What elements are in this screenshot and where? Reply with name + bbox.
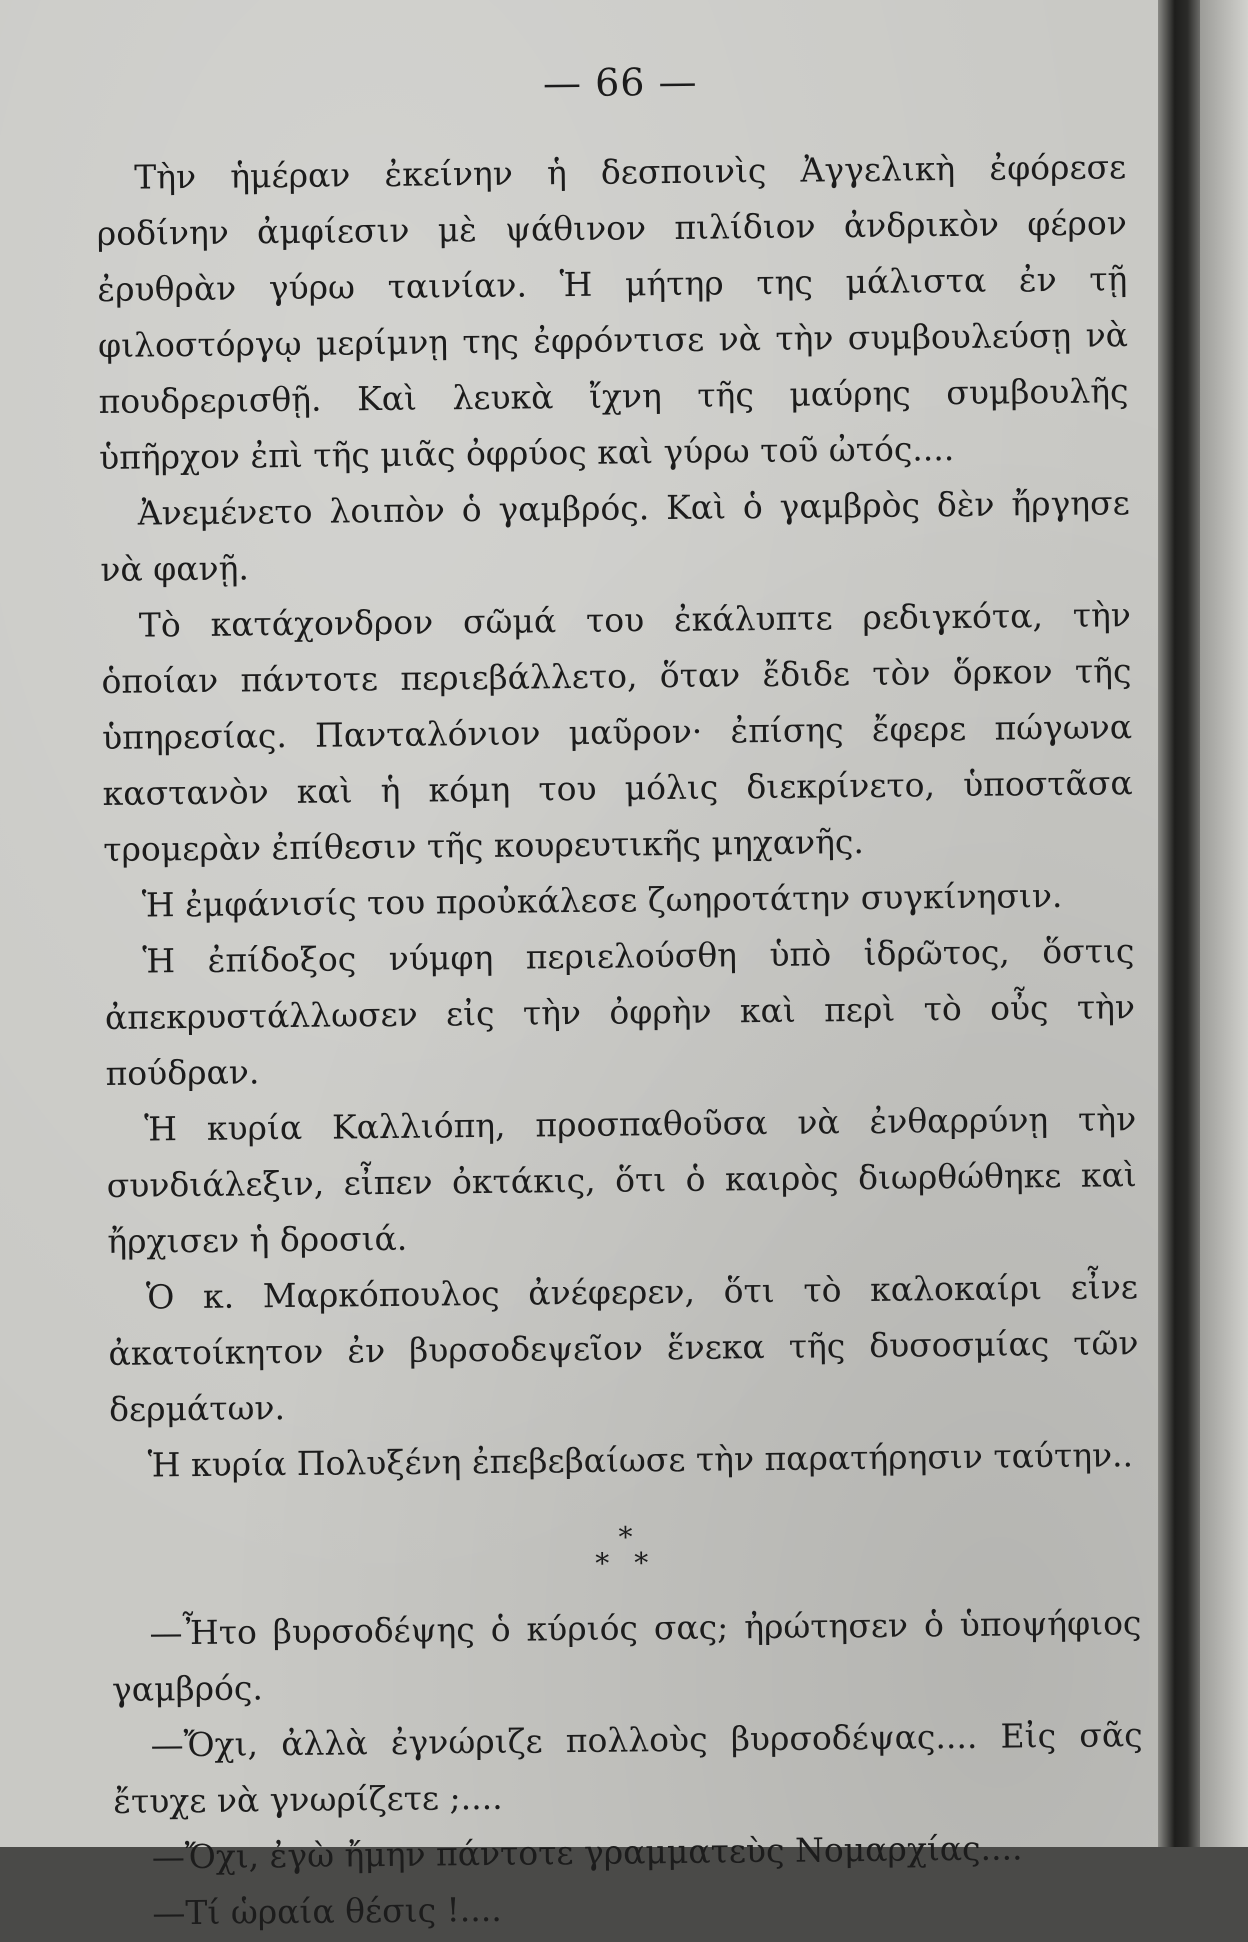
facing-page-edge bbox=[1200, 0, 1248, 1847]
paragraph: Τὴν ἡμέραν ἐκείνην ἡ δεσποινὶς Ἀγγελικὴ ἐφόρεσε ροδίνην ἀμφίεσιν μὲ ψάθινον πιλίδιον ἀνδρικὸν φέρον ἐρυθρὰν γύρω ταινίαν. Ἡ μήτηρ της μάλιστα ἐν τῇ φιλοστόργῳ μερίμνῃ της ἐφρόντισε νὰ τὴν συμβουλεύσῃ νὰ πουδρερισθῇ. Καὶ λευκὰ ἴχνη τῆς μαύρης συμβουλῆς ὑπῆρχον ἐπὶ τῆς μιᾶς ὀφρύος καὶ γύρω τοῦ ὠτός.... bbox=[96, 147, 1129, 477]
page-number: — 66 — bbox=[542, 59, 698, 106]
dialogue-line: —Ὄχι, ἀλλὰ ἐγνώριζε πολλοὺς βυρσοδέψας.... Εἰς σᾶς ἔτυχε νὰ γνωρίζετε ;.... bbox=[113, 1715, 1143, 1821]
asterism-top: * bbox=[618, 1520, 633, 1554]
page-text bbox=[95, 49, 1145, 1942]
paragraph: Ἡ κυρία Πολυξένη ἐπεβεβαίωσε τὴν παρατήρησιν ταύτην.. bbox=[147, 1435, 1134, 1485]
dialogue-line: —Τί ὡραία θέσις !.... bbox=[152, 1889, 502, 1933]
paragraph: Ἡ κυρία Καλλιόπη, προσπαθοῦσα νὰ ἐνθαρρύνῃ τὴν συνδιάλεξιν, εἶπεν ὀκτάκις, ὅτι ὁ καιρὸς διωρθώθηκε καὶ ἤρχισεν ἡ δροσιά. bbox=[106, 1099, 1137, 1261]
asterism-bottom: * * bbox=[595, 1546, 657, 1580]
dialogue-line: —Ὄχι, ἐγὼ ἤμην πάντοτε γραμματεὺς Νομαρχίας.... bbox=[151, 1828, 1023, 1877]
paragraph: Ὁ κ. Μαρκόπουλος ἀνέφερεν, ὅτι τὸ καλοκαίρι εἶνε ἀκατοίκητον ἐν βυρσοδεψεῖον ἕνεκα τῆς δυσοσμίας τῶν δερμάτων. bbox=[108, 1267, 1139, 1429]
section-break-asterism bbox=[110, 1519, 1140, 1582]
dialogue-line: —Ἦτο βυρσοδέψης ὁ κύριός σας; ἠρώτησεν ὁ ὑποψήφιος γαμβρός. bbox=[111, 1603, 1142, 1709]
paragraph: Ἀνεμένετο λοιπὸν ὁ γαμβρός. Καὶ ὁ γαμβρὸς δὲν ἤργησε νὰ φανῇ. bbox=[100, 483, 1130, 589]
paragraph: Ἡ ἐμφάνισίς του προὐκάλεσε ζωηροτάτην συγκίνησιν. bbox=[141, 875, 1063, 925]
paragraph: Τὸ κατάχονδρον σῶμά του ἐκάλυπτε ρεδιγκότα, τὴν ὁποίαν πάντοτε περιεβάλλετο, ὅταν ἔδιδε τὸν ὅρκον τῆς ὑπηρεσίας. Πανταλόνιον μαῦρον· ἐπίσης ἔφερε πώγωνα καστανὸν καὶ ἡ κόμη του μόλις διεκρίνετο, ὑποστᾶσα τρομερὰν ἐπίθεσιν τῆς κουρευτικῆς μηχανῆς. bbox=[101, 595, 1133, 869]
book-spine-shadow bbox=[1158, 0, 1200, 1847]
paragraph: Ἡ ἐπίδοξος νύμφη περιελούσθη ὑπὸ ἱδρῶτος, ὅστις ἀπεκρυστάλλωσεν εἰς τὴν ὀφρὴν καὶ περὶ τὸ οὖς τὴν πούδραν. bbox=[104, 931, 1136, 1093]
